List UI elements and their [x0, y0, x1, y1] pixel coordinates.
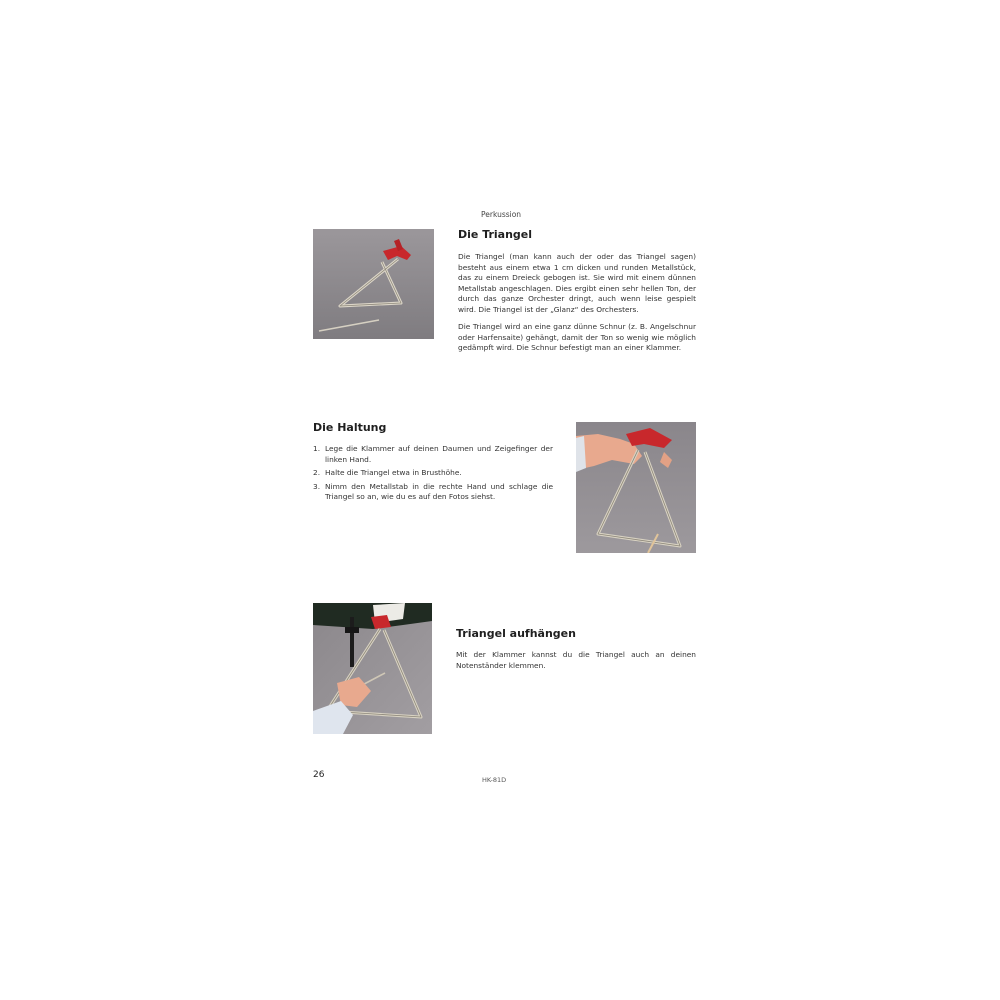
step-text: Nimm den Metallstab in die rechte Hand und schlage die Triangel so an, wie du es auf den Fotos siehst.: [325, 481, 553, 502]
step-text: Lege die Klammer auf deinen Daumen und Zeigefinger der linken Hand.: [325, 444, 553, 464]
section3-paragraph: Mit der Klammer kannst du die Triangel auch an deinen Notenständer klemmen.: [456, 650, 696, 670]
section1-paragraph1: Die Triangel (man kann auch der oder das Triangel sagen) besteht aus einem etwa 1 cm dicken und runden Metallstück, das zu einem Dreieck gebogen ist. Sie wird mit einem dünnen Metallstab angeschlagen. Dies ergibt einen sehr hellen Ton, der durch das ganze Orchester dringt, auch wenn leise gespielt wird. Die Triangel ist der „Glanz“ des Orchesters.: [458, 252, 696, 314]
step-text: Halte die Triangel etwa in Brusthöhe.: [325, 468, 462, 478]
step-number: 2.: [313, 468, 321, 478]
triangle-photo-illustration: [313, 229, 434, 339]
step-item: [313, 482, 553, 503]
section-title-triangel-aufhaengen: Triangel aufhängen: [456, 627, 576, 640]
step-item: [313, 468, 553, 479]
photo-triangle-with-clamp: [313, 229, 434, 339]
stand-photo-illustration: [313, 603, 432, 734]
catalog-code: HK-81D: [482, 776, 507, 784]
section-title-die-triangel: Die Triangel: [458, 228, 533, 241]
step-number: 1.: [313, 444, 321, 453]
steps-list: [313, 444, 553, 506]
section-title-die-haltung: Die Haltung: [313, 421, 387, 434]
holding-photo-illustration: [576, 422, 696, 553]
page-number: 26: [313, 770, 325, 780]
section1-paragraph2: Die Triangel wird an eine ganz dünne Schnur (z. B. Angelschnur oder Harfensaite) gehängt, damit der Ton so wenig wie möglich gedämpft wird. Die Schnur befestigt man an einer Klammer.: [458, 322, 696, 353]
step-item: [313, 444, 553, 465]
photo-holding-triangle: [576, 422, 696, 553]
running-head: Perkussion: [481, 210, 522, 219]
step-number: 3.: [313, 481, 321, 491]
photo-triangle-on-music-stand: [313, 603, 432, 734]
